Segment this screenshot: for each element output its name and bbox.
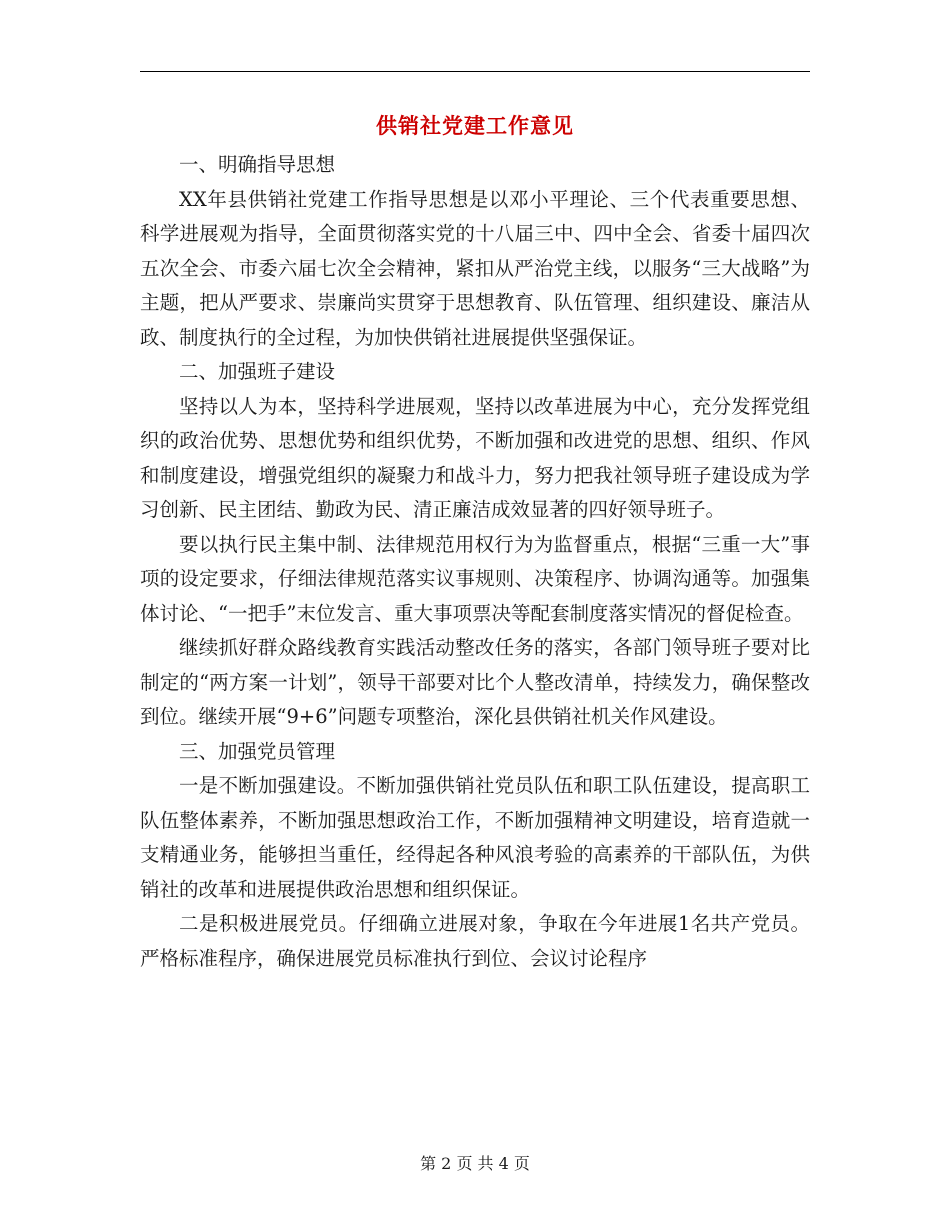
paragraph: 坚持以人为本，坚持科学进展观，坚持以改革进展为中心，充分发挥党组织的政治优势、思想优势和组织优势，不断加强和改进党的思想、组织、作风和制度建设，增强党组织的凝聚力和战斗力，努力把我社领导班子建设成为学习创新、民主团结、勤政为民、清正廉洁成效显著的四好领导班子。: [140, 394, 810, 521]
paragraph: XX年县供销社党建工作指导思想是以邓小平理论、三个代表重要思想、科学进展观为指导，全面贯彻落实党的十八届三中、四中全会、省委十届四次五次全会、市委六届七次全会精神，紧扣从严治党主线，以服务“三大战略”为主题，把从严要求、崇廉尚实贯穿于思想教育、队伍管理、组织建设、廉洁从政、制度执行的全过程，为加快供销社进展提供坚强保证。: [140, 187, 810, 349]
document-body: [140, 148, 810, 976]
paragraph: 继续抓好群众路线教育实践活动整改任务的落实，各部门领导班子要对比制定的“两方案一计划”，领导干部要对比个人整改清单，持续发力，确保整改到位。继续开展“9+6”问题专项整治，深化县供销社机关作风建设。: [140, 636, 810, 728]
paragraph: 二是积极进展党员。仔细确立进展对象，争取在今年进展1名共产党员。严格标准程序，确保进展党员标准执行到位、会议讨论程序: [140, 912, 810, 970]
section-heading-guiding-ideology: 一、明确指导思想: [179, 153, 336, 176]
page-number: 第 2 页 共 4 页: [420, 1154, 530, 1173]
paragraph: 一是不断加强建设。不断加强供销社党员队伍和职工队伍建设，提高职工队伍整体素养，不断加强思想政治工作，不断加强精神文明建设，培育造就一支精通业务，能够担当重任，经得起各种风浪考验的高素养的干部队伍，为供销社的改革和进展提供政治思想和组织保证。: [140, 774, 810, 901]
document-title: 供销社党建工作意见: [376, 113, 574, 138]
section-heading-leadership: 二、加强班子建设: [179, 360, 336, 383]
section-heading-member-management: 三、加强党员管理: [179, 739, 336, 763]
header-rule: [140, 71, 810, 72]
paragraph: 要以执行民主集中制、法律规范用权行为为监督重点，根据“三重一大”事项的设定要求，仔细法律规范落实议事规则、决策程序、协调沟通等。加强集体讨论、“一把手”末位发言、重大事项票决等配套制度落实情况的督促检查。: [140, 532, 810, 625]
